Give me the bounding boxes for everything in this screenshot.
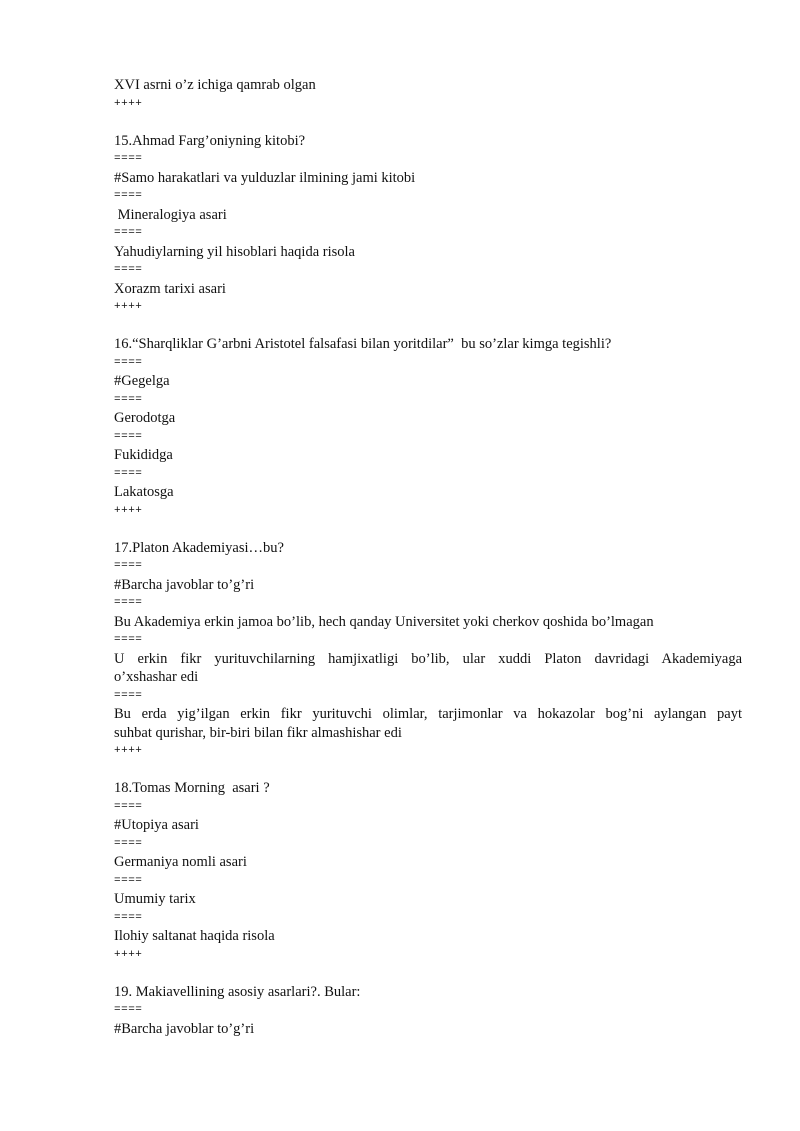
spacer <box>114 964 742 983</box>
answer-17-3-line-2: o’xshashar edi <box>114 669 199 685</box>
answer-17-3-line-1: U erkin fikr yurituvchilarning hamjixatligi bo’lib, ular xuddi Platon davridagi Akademiyaga <box>114 650 742 667</box>
answer-17-4-line-1: Bu erda yig’ilgan erkin fikr yurituvchi olimlar, tarjimonlar va hokazolar bog’ni aylangan payt <box>114 706 742 722</box>
answer-16-2: Gerodotga <box>114 410 176 426</box>
answer-separator: ==== <box>114 837 143 850</box>
answer-separator: ==== <box>114 153 143 165</box>
question-15: 15.Ahmad Farg’oniyning kitobi? <box>114 132 306 149</box>
spacer <box>114 520 742 539</box>
answer-separator: ==== <box>114 597 143 609</box>
answer-15-4: Xorazm tarixi asari <box>114 280 226 297</box>
answer-separator: ==== <box>114 393 143 406</box>
answer-15-3: Yahudiylarning yil hisoblari haqida risola <box>114 243 355 260</box>
answer-separator: ==== <box>114 1004 143 1016</box>
spacer <box>114 113 742 132</box>
intro-text: XVI asrni o’z ichiga qamrab olgan <box>114 77 316 93</box>
answer-15-2: Mineralogiya asari <box>114 206 227 223</box>
question-19: 19. Makiavellining asosiy asarlari?. Bular: <box>114 983 361 1000</box>
answer-separator: ==== <box>114 467 143 480</box>
answer-18-3: Umumiy tarix <box>114 891 196 907</box>
block-end-marker: ++++ <box>114 948 143 961</box>
question-18: 18.Tomas Morning asari ? <box>114 780 270 796</box>
answer-separator: ==== <box>114 634 143 646</box>
question-16: 16.“Sharqliklar G’arbni Aristotel falsafasi bilan yoritdilar” bu so’zlar kimga tegishli? <box>114 336 612 352</box>
answer-separator: ==== <box>114 800 143 813</box>
answer-separator: ==== <box>114 227 143 239</box>
document-page <box>114 76 742 1038</box>
answer-18-1: #Utopiya asari <box>114 817 199 833</box>
answer-separator: ==== <box>114 356 143 369</box>
answer-19-1: #Barcha javoblar to’g’ri <box>114 1020 255 1037</box>
answer-separator: ==== <box>114 911 143 924</box>
question-17: 17.Platon Akademiyasi…bu? <box>114 539 284 556</box>
block-end-marker: ++++ <box>114 301 143 313</box>
answer-15-1: #Samo harakatlari va yulduzlar ilmining jami kitobi <box>114 169 416 186</box>
answer-17-4-line-2: suhbat qurishar, bir-biri bilan fikr almashishar edi <box>114 724 402 741</box>
spacer <box>114 317 742 336</box>
answer-16-4: Lakatosga <box>114 484 174 500</box>
answer-16-3: Fukididga <box>114 447 173 463</box>
spacer <box>114 761 742 780</box>
answer-18-4: Ilohiy saltanat haqida risola <box>114 928 275 944</box>
answer-17-1: #Barcha javoblar to’g’ri <box>114 576 255 593</box>
answer-separator: ==== <box>114 689 143 702</box>
answer-separator: ==== <box>114 874 143 887</box>
block-end-marker: ++++ <box>114 504 143 517</box>
answer-16-1: #Gegelga <box>114 373 170 389</box>
answer-18-2: Germaniya nomli asari <box>114 854 247 870</box>
answer-separator: ==== <box>114 430 143 443</box>
block-end-marker: ++++ <box>114 745 143 757</box>
block-end-marker: ++++ <box>114 97 143 110</box>
answer-separator: ==== <box>114 560 143 572</box>
answer-17-2: Bu Akademiya erkin jamoa bo’lib, hech qanday Universitet yoki cherkov qoshida bo’lmagan <box>114 613 654 630</box>
answer-separator: ==== <box>114 190 143 202</box>
answer-separator: ==== <box>114 264 143 276</box>
